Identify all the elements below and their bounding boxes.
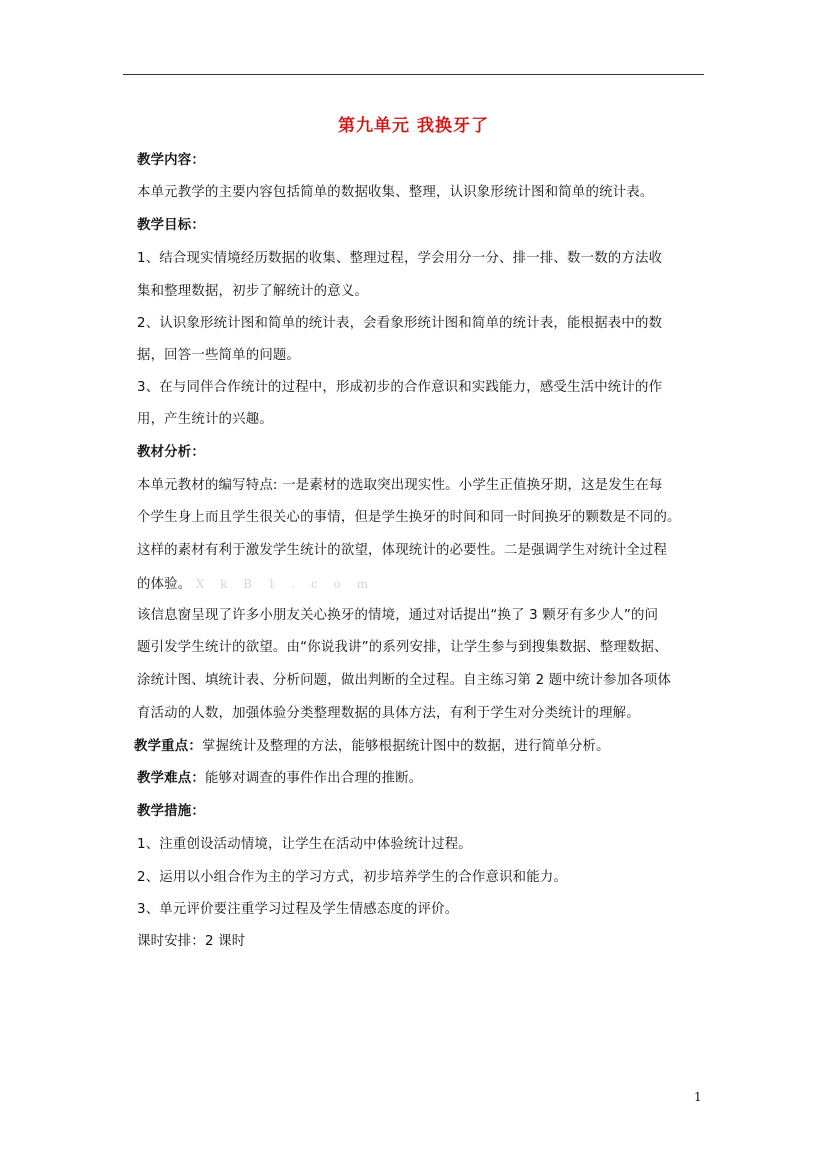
page-title: 第九单元 我换牙了 (338, 116, 489, 136)
goal-3-line-1: 3、在与同伴合作统计的过程中，形成初步的合作意识和实践能力，感受生活中统计的作 (137, 380, 663, 395)
content-heading: 教学内容： (137, 153, 205, 168)
key-points-heading: 教学重点： (134, 739, 202, 754)
goal-2-line-2: 据，回答一些简单的问题。 (137, 348, 301, 363)
analysis-heading: 教材分析： (137, 445, 205, 460)
analysis-p2-line-1: 该信息窗呈现了许多小朋友关心换牙的情境，通过对话提出“换了 3 颗牙有多少人”的问 (137, 608, 659, 623)
analysis-p1-line-4-text: 的体验。 (137, 577, 192, 592)
watermark: X k B 1 . c o m (195, 577, 374, 591)
measure-3: 3、单元评价要注重学习过程及学生情感态度的评价。 (137, 902, 459, 917)
analysis-p1-line-4 (137, 575, 374, 594)
analysis-p2-line-4: 育活动的人数，加强体验分类整理数据的具体方法，有利于学生对分类统计的理解。 (137, 706, 640, 721)
analysis-p1-line-1: 本单元教材的编写特点: 一是素材的选取突出现实性。小学生正值换牙期，这是发生在每 (137, 478, 663, 493)
page-number: 1 (694, 1090, 702, 1104)
goals-heading: 教学目标： (137, 218, 205, 233)
difficulties (137, 770, 422, 788)
difficulties-text: 能够对调查的事件作出合理的推断。 (204, 771, 423, 786)
header-rule (123, 74, 704, 75)
measure-1: 1、注重创设活动情境，让学生在活动中体验统计过程。 (137, 837, 472, 852)
content-text: 本单元教学的主要内容包括简单的数据收集、整理，认识象形统计图和简单的统计表。 (137, 185, 654, 200)
goal-2-line-1: 2、认识象形统计图和简单的统计表，会看象形统计图和简单的统计表，能根据表中的数 (137, 316, 663, 331)
analysis-p1-line-2: 个学生身上而且学生很关心的事情，但是学生换牙的时间和同一时间换牙的颗数是不同的。 (137, 510, 681, 525)
difficulties-heading: 教学难点： (137, 771, 205, 786)
analysis-p2-line-3: 涂统计图、填统计表、分析问题，做出判断的全过程。自主练习第 2 题中统计参加各项体 (137, 673, 672, 688)
analysis-p2-line-2: 题引发学生统计的欲望。由“你说我讲”的系列安排，让学生参与到搜集数据、整理数据、 (137, 640, 668, 655)
goal-3-line-2: 用，产生统计的兴趣。 (137, 412, 273, 427)
key-points-text: 掌握统计及整理的方法，能够根据统计图中的数据，进行简单分析。 (201, 739, 610, 754)
measures-heading: 教学措施： (137, 804, 205, 819)
analysis-p1-line-3: 这样的素材有利于激发学生统计的欲望，体现统计的必要性。二是强调学生对统计全过程 (137, 543, 668, 558)
goal-1-line-1: 1、结合现实情境经历数据的收集、整理过程，学会用分一分、排一排、数一数的方法收 (137, 251, 663, 266)
key-points (134, 738, 610, 756)
schedule: 课时安排：2 课时 (137, 934, 246, 949)
goal-1-line-2: 集和整理数据，初步了解统计的意义。 (137, 284, 369, 299)
measure-2: 2、运用以小组合作为主的学习方式，初步培养学生的合作意识和能力。 (137, 870, 568, 885)
